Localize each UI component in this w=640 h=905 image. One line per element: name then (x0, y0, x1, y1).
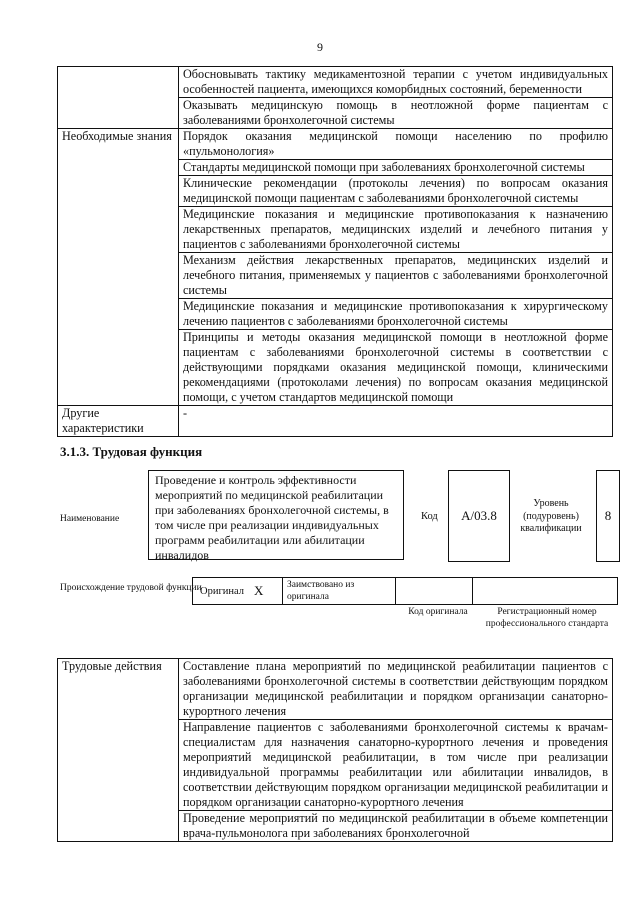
section-heading: 3.1.3. Трудовая функция (60, 444, 203, 459)
name-label: Наименование (60, 514, 120, 524)
origin-code-cell (396, 578, 473, 604)
row-label-other: Другие характеристики (58, 406, 179, 437)
table-row (58, 67, 613, 98)
table-cell: Принципы и методы оказания медицинской помощи в неотложной форме пациентам с заболеваниями бронхолегочной системы в соответствии с действующими порядками оказания медицинской помощи, клиническими рекомендациями (протоколами лечения) по вопросам оказания медицинской помощи, с учетом стандартов медицинской помощи (179, 330, 613, 406)
page-number: 9 (317, 40, 323, 54)
original-label: Оригинал (200, 585, 244, 597)
table-cell: Порядок оказания медицинской помощи населению по профилю «пульмонология» (179, 129, 613, 160)
code-label: Код (421, 511, 438, 522)
skills-knowledge-table (57, 66, 613, 437)
level-value-box: 8 (596, 470, 620, 562)
table-cell: Оказывать медицинскую помощь в неотложной форме пациентам с заболеваниями бронхолегочной системы (179, 98, 613, 129)
table-cell: Направление пациентов с заболеваниями бронхолегочной системы к врачам-специалистам для назначения санаторно-курортного лечения и проведения мероприятий медицинской реабилитации, в том числе при реализации индивидуальной программы реабилитации или абилитации инвалидов, в соответствии действующим порядком организации медицинской реабилитации и порядком организации санаторно-курортного лечения (179, 720, 613, 811)
table-cell: Медицинские показания и медицинские противопоказания к назначению лекарственных препаратов, медицинских изделий и лечебного питания у пациентов с заболеваниями бронхолегочной системы (179, 207, 613, 253)
function-name-box: Проведение и контроль эффективности мероприятий по медицинской реабилитации при заболеваниях бронхолегочной системы, в том числе при реализации индивидуальных программ реабилитации или абилитации инвалидов (148, 470, 404, 560)
level-label: Уровень (подуровень) квалификации (520, 498, 582, 534)
original-mark: X (254, 583, 264, 598)
origin-table (192, 577, 618, 605)
row-label-actions: Трудовые действия (58, 659, 179, 842)
table-row (58, 406, 613, 437)
row-label (58, 67, 179, 129)
registration-caption: Регистрационный номер профессионального стандарта (485, 607, 609, 629)
original-cell (193, 578, 283, 604)
table-cell: - (179, 406, 613, 437)
table-cell: Стандарты медицинской помощи при заболеваниях бронхолегочной системы (179, 160, 613, 176)
borrowed-cell: Заимствовано из оригинала (283, 578, 396, 604)
table-cell: Механизм действия лекарственных препаратов, медицинских изделий и лечебного питания, применяемых у пациентов с заболеваниями бронхолегочной системы (179, 253, 613, 299)
registration-number-cell (473, 578, 617, 604)
row-label-knowledge: Необходимые знания (58, 129, 179, 406)
table-row (58, 659, 613, 720)
table-cell: Обосновывать тактику медикаментозной терапии с учетом индивидуальных особенностей пациента, имеющихся коморбидных состояний, беременности (179, 67, 613, 98)
table-cell: Клинические рекомендации (протоколы лечения) по вопросам оказания медицинской помощи пациентам с заболеваниями бронхолегочной системы (179, 176, 613, 207)
table-cell: Медицинские показания и медицинские противопоказания к хирургическому лечению пациентов с заболеваниями бронхолегочной системы (179, 299, 613, 330)
table-cell: Проведение мероприятий по медицинской реабилитации в объеме компетенции врача-пульмонолога при заболеваниях бронхолегочной (179, 811, 613, 842)
code-value-box: A/03.8 (448, 470, 510, 562)
code-caption: Код оригинала (408, 607, 468, 617)
table-row (58, 129, 613, 160)
origin-label: Происхождение трудовой функции (60, 583, 202, 593)
labor-actions-table (57, 658, 613, 842)
table-cell: Составление плана мероприятий по медицинской реабилитации пациентов с заболеваниями бронхолегочной системы в соответствии действующим порядком организации медицинской реабилитации и порядком организации санаторно-курортного лечения (179, 659, 613, 720)
